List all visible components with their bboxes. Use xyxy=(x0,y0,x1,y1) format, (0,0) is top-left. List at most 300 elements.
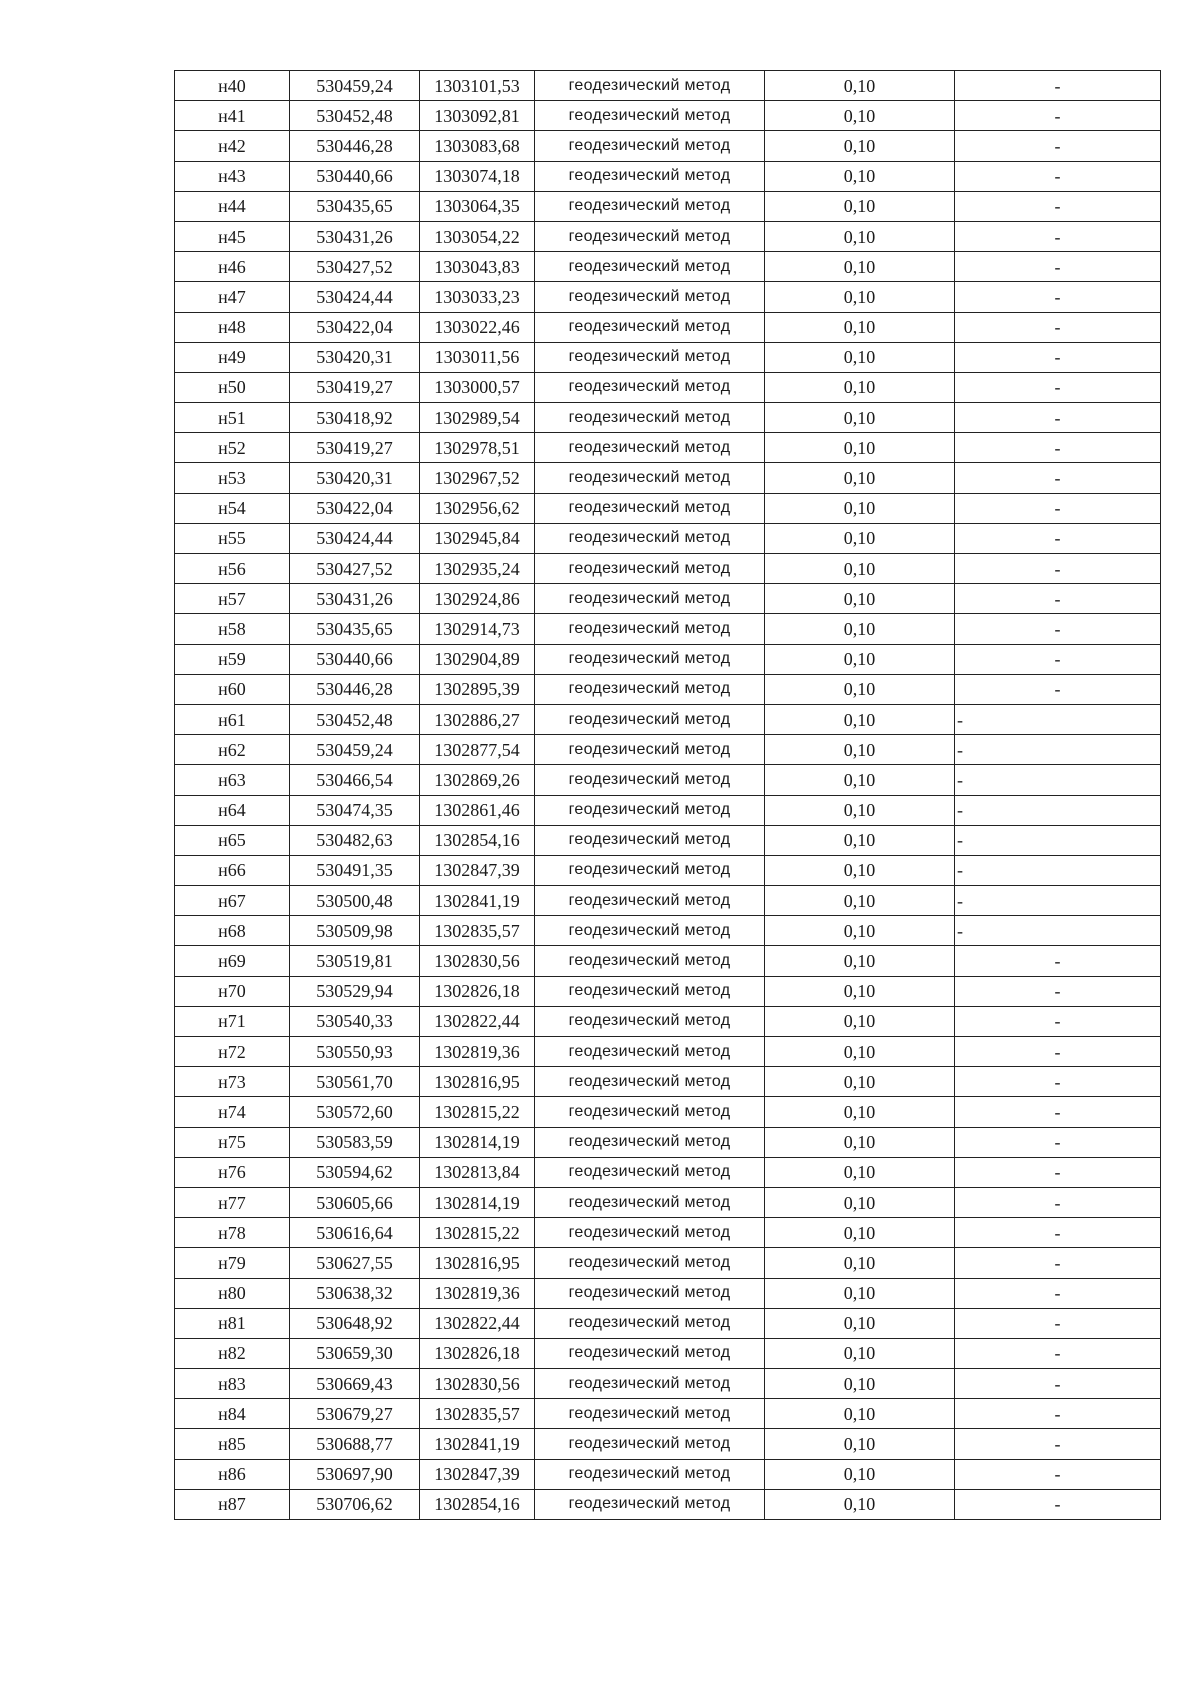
note-cell: - xyxy=(955,1278,1161,1308)
point-number-cell: н75 xyxy=(175,1127,290,1157)
note-cell: - xyxy=(955,1187,1161,1217)
accuracy-cell: 0,10 xyxy=(765,1097,955,1127)
note-cell: - xyxy=(955,976,1161,1006)
method-cell: геодезический метод xyxy=(535,704,765,734)
accuracy-cell: 0,10 xyxy=(765,644,955,674)
note-cell: - xyxy=(955,916,1161,946)
coordinate-x-cell: 530435,65 xyxy=(290,191,420,221)
point-number-cell: н61 xyxy=(175,704,290,734)
coordinate-x-cell: 530679,27 xyxy=(290,1399,420,1429)
coordinate-y-cell: 1302854,16 xyxy=(420,825,535,855)
note-cell: - xyxy=(955,1006,1161,1036)
coordinate-y-cell: 1302869,26 xyxy=(420,765,535,795)
method-cell: геодезический метод xyxy=(535,1006,765,1036)
note-cell: - xyxy=(955,342,1161,372)
point-number-cell: н68 xyxy=(175,916,290,946)
coordinate-y-cell: 1303064,35 xyxy=(420,191,535,221)
coordinates-table xyxy=(174,70,1161,1520)
note-cell: - xyxy=(955,403,1161,433)
table-row xyxy=(175,976,1161,1006)
method-cell: геодезический метод xyxy=(535,282,765,312)
note-cell: - xyxy=(955,161,1161,191)
coordinate-y-cell: 1302815,22 xyxy=(420,1097,535,1127)
point-number-cell: н69 xyxy=(175,946,290,976)
point-number-cell: н59 xyxy=(175,644,290,674)
point-number-cell: н47 xyxy=(175,282,290,312)
note-cell: - xyxy=(955,1338,1161,1368)
coordinate-y-cell: 1302841,19 xyxy=(420,886,535,916)
point-number-cell: н65 xyxy=(175,825,290,855)
coordinate-x-cell: 530550,93 xyxy=(290,1037,420,1067)
point-number-cell: н64 xyxy=(175,795,290,825)
coordinate-y-cell: 1302830,56 xyxy=(420,946,535,976)
method-cell: геодезический метод xyxy=(535,976,765,1006)
table-row xyxy=(175,1459,1161,1489)
coordinate-y-cell: 1302914,73 xyxy=(420,614,535,644)
note-cell: - xyxy=(955,131,1161,161)
accuracy-cell: 0,10 xyxy=(765,312,955,342)
method-cell: геодезический метод xyxy=(535,403,765,433)
coordinate-y-cell: 1303092,81 xyxy=(420,101,535,131)
point-number-cell: н85 xyxy=(175,1429,290,1459)
coordinate-x-cell: 530427,52 xyxy=(290,554,420,584)
method-cell: геодезический метод xyxy=(535,1037,765,1067)
table-row xyxy=(175,342,1161,372)
method-cell: геодезический метод xyxy=(535,493,765,523)
accuracy-cell: 0,10 xyxy=(765,554,955,584)
table-row xyxy=(175,1037,1161,1067)
coordinate-x-cell: 530459,24 xyxy=(290,735,420,765)
point-number-cell: н45 xyxy=(175,221,290,251)
table-row xyxy=(175,886,1161,916)
coordinate-x-cell: 530572,60 xyxy=(290,1097,420,1127)
note-cell: - xyxy=(955,1308,1161,1338)
point-number-cell: н54 xyxy=(175,493,290,523)
note-cell: - xyxy=(955,1067,1161,1097)
point-number-cell: н80 xyxy=(175,1278,290,1308)
coordinate-y-cell: 1302819,36 xyxy=(420,1278,535,1308)
note-cell: - xyxy=(955,554,1161,584)
coordinates-table-body xyxy=(175,71,1161,1520)
method-cell: геодезический метод xyxy=(535,1399,765,1429)
table-row xyxy=(175,554,1161,584)
method-cell: геодезический метод xyxy=(535,1127,765,1157)
method-cell: геодезический метод xyxy=(535,825,765,855)
coordinate-x-cell: 530435,65 xyxy=(290,614,420,644)
coordinate-y-cell: 1302819,36 xyxy=(420,1037,535,1067)
note-cell: - xyxy=(955,282,1161,312)
coordinate-x-cell: 530519,81 xyxy=(290,946,420,976)
accuracy-cell: 0,10 xyxy=(765,1037,955,1067)
coordinate-x-cell: 530605,66 xyxy=(290,1187,420,1217)
table-row xyxy=(175,1489,1161,1519)
accuracy-cell: 0,10 xyxy=(765,1157,955,1187)
note-cell: - xyxy=(955,765,1161,795)
coordinate-x-cell: 530616,64 xyxy=(290,1218,420,1248)
coordinate-x-cell: 530446,28 xyxy=(290,131,420,161)
coordinate-x-cell: 530427,52 xyxy=(290,252,420,282)
method-cell: геодезический метод xyxy=(535,584,765,614)
point-number-cell: н71 xyxy=(175,1006,290,1036)
point-number-cell: н49 xyxy=(175,342,290,372)
table-row xyxy=(175,1248,1161,1278)
coordinate-x-cell: 530529,94 xyxy=(290,976,420,1006)
accuracy-cell: 0,10 xyxy=(765,795,955,825)
method-cell: геодезический метод xyxy=(535,1187,765,1217)
accuracy-cell: 0,10 xyxy=(765,282,955,312)
table-row xyxy=(175,614,1161,644)
accuracy-cell: 0,10 xyxy=(765,704,955,734)
coordinate-x-cell: 530561,70 xyxy=(290,1067,420,1097)
table-row xyxy=(175,403,1161,433)
table-row xyxy=(175,493,1161,523)
point-number-cell: н41 xyxy=(175,101,290,131)
coordinate-x-cell: 530706,62 xyxy=(290,1489,420,1519)
coordinate-y-cell: 1302814,19 xyxy=(420,1187,535,1217)
point-number-cell: н52 xyxy=(175,433,290,463)
coordinate-y-cell: 1302924,86 xyxy=(420,584,535,614)
note-cell: - xyxy=(955,855,1161,885)
method-cell: геодезический метод xyxy=(535,463,765,493)
coordinate-y-cell: 1302847,39 xyxy=(420,855,535,885)
coordinate-y-cell: 1303022,46 xyxy=(420,312,535,342)
table-row xyxy=(175,946,1161,976)
method-cell: геодезический метод xyxy=(535,221,765,251)
coordinate-x-cell: 530420,31 xyxy=(290,342,420,372)
table-row xyxy=(175,463,1161,493)
coordinate-x-cell: 530697,90 xyxy=(290,1459,420,1489)
table-row xyxy=(175,644,1161,674)
table-row xyxy=(175,1097,1161,1127)
coordinate-y-cell: 1302816,95 xyxy=(420,1248,535,1278)
point-number-cell: н86 xyxy=(175,1459,290,1489)
accuracy-cell: 0,10 xyxy=(765,1489,955,1519)
method-cell: геодезический метод xyxy=(535,1097,765,1127)
note-cell: - xyxy=(955,191,1161,221)
note-cell: - xyxy=(955,463,1161,493)
accuracy-cell: 0,10 xyxy=(765,1338,955,1368)
coordinate-y-cell: 1302841,19 xyxy=(420,1429,535,1459)
table-row xyxy=(175,825,1161,855)
table-row xyxy=(175,523,1161,553)
point-number-cell: н82 xyxy=(175,1338,290,1368)
accuracy-cell: 0,10 xyxy=(765,1127,955,1157)
table-row xyxy=(175,1308,1161,1338)
coordinate-x-cell: 530509,98 xyxy=(290,916,420,946)
note-cell: - xyxy=(955,1218,1161,1248)
coordinate-x-cell: 530466,54 xyxy=(290,765,420,795)
table-row xyxy=(175,765,1161,795)
method-cell: геодезический метод xyxy=(535,71,765,101)
accuracy-cell: 0,10 xyxy=(765,886,955,916)
coordinate-x-cell: 530474,35 xyxy=(290,795,420,825)
method-cell: геодезический метод xyxy=(535,101,765,131)
accuracy-cell: 0,10 xyxy=(765,946,955,976)
coordinate-x-cell: 530419,27 xyxy=(290,433,420,463)
table-row xyxy=(175,584,1161,614)
coordinate-y-cell: 1302816,95 xyxy=(420,1067,535,1097)
point-number-cell: н51 xyxy=(175,403,290,433)
coordinate-x-cell: 530482,63 xyxy=(290,825,420,855)
method-cell: геодезический метод xyxy=(535,1067,765,1097)
coordinate-y-cell: 1302830,56 xyxy=(420,1369,535,1399)
coordinate-y-cell: 1302826,18 xyxy=(420,976,535,1006)
table-row xyxy=(175,131,1161,161)
note-cell: - xyxy=(955,1459,1161,1489)
coordinate-x-cell: 530594,62 xyxy=(290,1157,420,1187)
method-cell: геодезический метод xyxy=(535,554,765,584)
coordinate-x-cell: 530431,26 xyxy=(290,584,420,614)
accuracy-cell: 0,10 xyxy=(765,855,955,885)
coordinate-x-cell: 530688,77 xyxy=(290,1429,420,1459)
table-row xyxy=(175,161,1161,191)
coordinate-y-cell: 1303000,57 xyxy=(420,372,535,402)
accuracy-cell: 0,10 xyxy=(765,1399,955,1429)
accuracy-cell: 0,10 xyxy=(765,735,955,765)
coordinate-x-cell: 530440,66 xyxy=(290,161,420,191)
coordinate-x-cell: 530422,04 xyxy=(290,312,420,342)
coordinate-y-cell: 1302895,39 xyxy=(420,674,535,704)
coordinate-x-cell: 530446,28 xyxy=(290,674,420,704)
method-cell: геодезический метод xyxy=(535,765,765,795)
coordinate-x-cell: 530638,32 xyxy=(290,1278,420,1308)
table-row xyxy=(175,312,1161,342)
point-number-cell: н48 xyxy=(175,312,290,342)
method-cell: геодезический метод xyxy=(535,1429,765,1459)
coordinate-y-cell: 1302822,44 xyxy=(420,1308,535,1338)
point-number-cell: н79 xyxy=(175,1248,290,1278)
accuracy-cell: 0,10 xyxy=(765,433,955,463)
point-number-cell: н67 xyxy=(175,886,290,916)
table-row xyxy=(175,1157,1161,1187)
method-cell: геодезический метод xyxy=(535,1338,765,1368)
coordinate-x-cell: 530424,44 xyxy=(290,282,420,312)
note-cell: - xyxy=(955,1127,1161,1157)
table-row xyxy=(175,704,1161,734)
coordinate-x-cell: 530659,30 xyxy=(290,1338,420,1368)
coordinate-y-cell: 1303101,53 xyxy=(420,71,535,101)
coordinate-x-cell: 530424,44 xyxy=(290,523,420,553)
method-cell: геодезический метод xyxy=(535,1308,765,1338)
method-cell: геодезический метод xyxy=(535,1369,765,1399)
point-number-cell: н66 xyxy=(175,855,290,885)
point-number-cell: н83 xyxy=(175,1369,290,1399)
note-cell: - xyxy=(955,372,1161,402)
table-row xyxy=(175,221,1161,251)
coordinate-x-cell: 530583,59 xyxy=(290,1127,420,1157)
accuracy-cell: 0,10 xyxy=(765,252,955,282)
accuracy-cell: 0,10 xyxy=(765,614,955,644)
accuracy-cell: 0,10 xyxy=(765,1429,955,1459)
method-cell: геодезический метод xyxy=(535,161,765,191)
method-cell: геодезический метод xyxy=(535,1489,765,1519)
point-number-cell: н56 xyxy=(175,554,290,584)
coordinate-y-cell: 1302877,54 xyxy=(420,735,535,765)
table-row xyxy=(175,282,1161,312)
point-number-cell: н77 xyxy=(175,1187,290,1217)
table-row xyxy=(175,1127,1161,1157)
coordinate-x-cell: 530669,43 xyxy=(290,1369,420,1399)
coordinate-x-cell: 530627,55 xyxy=(290,1248,420,1278)
coordinate-y-cell: 1302886,27 xyxy=(420,704,535,734)
coordinate-x-cell: 530420,31 xyxy=(290,463,420,493)
coordinate-y-cell: 1303074,18 xyxy=(420,161,535,191)
coordinate-y-cell: 1303083,68 xyxy=(420,131,535,161)
coordinate-y-cell: 1302813,84 xyxy=(420,1157,535,1187)
coordinate-x-cell: 530648,92 xyxy=(290,1308,420,1338)
accuracy-cell: 0,10 xyxy=(765,1006,955,1036)
table-row xyxy=(175,795,1161,825)
note-cell: - xyxy=(955,795,1161,825)
method-cell: геодезический метод xyxy=(535,523,765,553)
accuracy-cell: 0,10 xyxy=(765,674,955,704)
method-cell: геодезический метод xyxy=(535,342,765,372)
coordinate-x-cell: 530459,24 xyxy=(290,71,420,101)
document-page xyxy=(174,70,1161,1520)
method-cell: геодезический метод xyxy=(535,131,765,161)
note-cell: - xyxy=(955,946,1161,976)
accuracy-cell: 0,10 xyxy=(765,523,955,553)
note-cell: - xyxy=(955,1097,1161,1127)
table-row xyxy=(175,1187,1161,1217)
table-row xyxy=(175,855,1161,885)
coordinate-y-cell: 1302835,57 xyxy=(420,1399,535,1429)
accuracy-cell: 0,10 xyxy=(765,916,955,946)
table-row xyxy=(175,674,1161,704)
table-row xyxy=(175,101,1161,131)
coordinate-y-cell: 1302822,44 xyxy=(420,1006,535,1036)
table-row xyxy=(175,71,1161,101)
accuracy-cell: 0,10 xyxy=(765,161,955,191)
note-cell: - xyxy=(955,221,1161,251)
method-cell: геодезический метод xyxy=(535,372,765,402)
table-row xyxy=(175,916,1161,946)
coordinate-x-cell: 530452,48 xyxy=(290,101,420,131)
note-cell: - xyxy=(955,1399,1161,1429)
accuracy-cell: 0,10 xyxy=(765,1248,955,1278)
point-number-cell: н46 xyxy=(175,252,290,282)
coordinate-y-cell: 1302904,89 xyxy=(420,644,535,674)
method-cell: геодезический метод xyxy=(535,735,765,765)
table-row xyxy=(175,1278,1161,1308)
table-row xyxy=(175,252,1161,282)
point-number-cell: н42 xyxy=(175,131,290,161)
note-cell: - xyxy=(955,886,1161,916)
table-row xyxy=(175,1067,1161,1097)
method-cell: геодезический метод xyxy=(535,312,765,342)
method-cell: геодезический метод xyxy=(535,855,765,885)
accuracy-cell: 0,10 xyxy=(765,976,955,1006)
coordinate-y-cell: 1302814,19 xyxy=(420,1127,535,1157)
coordinate-y-cell: 1302847,39 xyxy=(420,1459,535,1489)
note-cell: - xyxy=(955,674,1161,704)
note-cell: - xyxy=(955,523,1161,553)
point-number-cell: н60 xyxy=(175,674,290,704)
point-number-cell: н70 xyxy=(175,976,290,1006)
table-row xyxy=(175,1218,1161,1248)
accuracy-cell: 0,10 xyxy=(765,131,955,161)
method-cell: геодезический метод xyxy=(535,1157,765,1187)
note-cell: - xyxy=(955,252,1161,282)
coordinate-x-cell: 530440,66 xyxy=(290,644,420,674)
method-cell: геодезический метод xyxy=(535,252,765,282)
accuracy-cell: 0,10 xyxy=(765,584,955,614)
method-cell: геодезический метод xyxy=(535,916,765,946)
note-cell: - xyxy=(955,704,1161,734)
method-cell: геодезический метод xyxy=(535,1278,765,1308)
point-number-cell: н43 xyxy=(175,161,290,191)
note-cell: - xyxy=(955,735,1161,765)
note-cell: - xyxy=(955,1037,1161,1067)
coordinate-y-cell: 1303054,22 xyxy=(420,221,535,251)
point-number-cell: н57 xyxy=(175,584,290,614)
coordinate-y-cell: 1302989,54 xyxy=(420,403,535,433)
accuracy-cell: 0,10 xyxy=(765,403,955,433)
note-cell: - xyxy=(955,312,1161,342)
point-number-cell: н87 xyxy=(175,1489,290,1519)
table-row xyxy=(175,191,1161,221)
point-number-cell: н40 xyxy=(175,71,290,101)
accuracy-cell: 0,10 xyxy=(765,1278,955,1308)
note-cell: - xyxy=(955,1157,1161,1187)
note-cell: - xyxy=(955,644,1161,674)
method-cell: геодезический метод xyxy=(535,433,765,463)
coordinate-y-cell: 1302815,22 xyxy=(420,1218,535,1248)
point-number-cell: н44 xyxy=(175,191,290,221)
point-number-cell: н84 xyxy=(175,1399,290,1429)
point-number-cell: н55 xyxy=(175,523,290,553)
table-row xyxy=(175,1006,1161,1036)
table-row xyxy=(175,1399,1161,1429)
accuracy-cell: 0,10 xyxy=(765,1067,955,1097)
note-cell: - xyxy=(955,1489,1161,1519)
point-number-cell: н53 xyxy=(175,463,290,493)
point-number-cell: н74 xyxy=(175,1097,290,1127)
accuracy-cell: 0,10 xyxy=(765,463,955,493)
coordinate-y-cell: 1302826,18 xyxy=(420,1338,535,1368)
coordinate-x-cell: 530540,33 xyxy=(290,1006,420,1036)
point-number-cell: н58 xyxy=(175,614,290,644)
accuracy-cell: 0,10 xyxy=(765,71,955,101)
coordinate-y-cell: 1302945,84 xyxy=(420,523,535,553)
point-number-cell: н62 xyxy=(175,735,290,765)
coordinate-y-cell: 1302956,62 xyxy=(420,493,535,523)
coordinate-x-cell: 530452,48 xyxy=(290,704,420,734)
coordinate-x-cell: 530422,04 xyxy=(290,493,420,523)
method-cell: геодезический метод xyxy=(535,674,765,704)
accuracy-cell: 0,10 xyxy=(765,191,955,221)
method-cell: геодезический метод xyxy=(535,886,765,916)
note-cell: - xyxy=(955,101,1161,131)
accuracy-cell: 0,10 xyxy=(765,493,955,523)
accuracy-cell: 0,10 xyxy=(765,221,955,251)
table-row xyxy=(175,735,1161,765)
table-row xyxy=(175,1338,1161,1368)
method-cell: геодезический метод xyxy=(535,1218,765,1248)
accuracy-cell: 0,10 xyxy=(765,825,955,855)
accuracy-cell: 0,10 xyxy=(765,1218,955,1248)
note-cell: - xyxy=(955,1248,1161,1278)
note-cell: - xyxy=(955,614,1161,644)
method-cell: геодезический метод xyxy=(535,614,765,644)
point-number-cell: н72 xyxy=(175,1037,290,1067)
point-number-cell: н73 xyxy=(175,1067,290,1097)
point-number-cell: н63 xyxy=(175,765,290,795)
coordinate-y-cell: 1303043,83 xyxy=(420,252,535,282)
coordinate-x-cell: 530418,92 xyxy=(290,403,420,433)
point-number-cell: н81 xyxy=(175,1308,290,1338)
note-cell: - xyxy=(955,433,1161,463)
